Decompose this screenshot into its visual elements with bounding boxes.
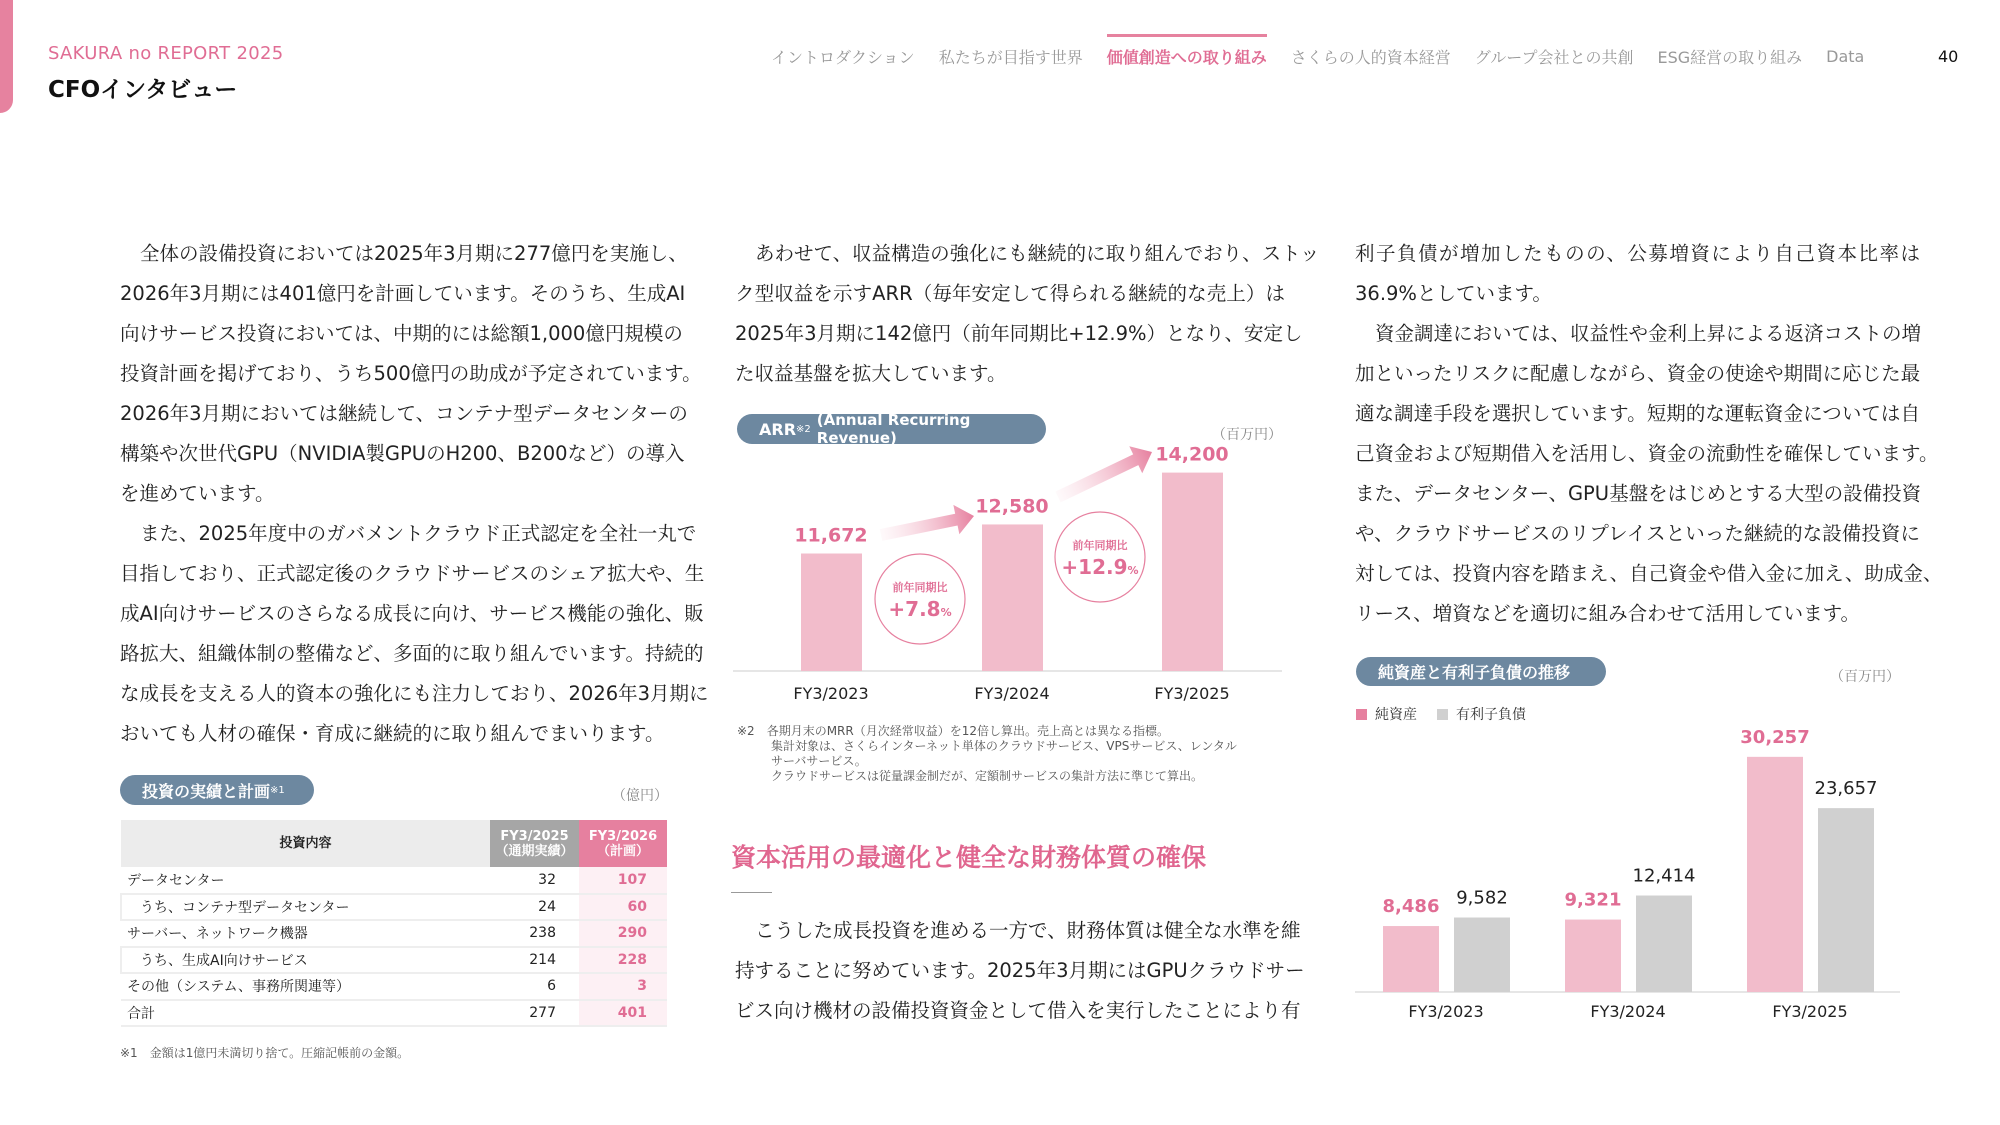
sidebar-accent-bar — [0, 0, 13, 113]
text-line: な成長を支える人的資本の強化にも注力しており、2026年3月期に — [120, 682, 709, 705]
arr-footnote — [737, 724, 1237, 784]
equity-debt-bar-chart — [1340, 700, 1920, 1030]
growth-arrow-icon — [878, 501, 977, 549]
debt-value-label: 23,657 — [1814, 778, 1878, 800]
investment-table-title — [120, 775, 314, 805]
nav-item[interactable]: グループ会社との共創 — [1474, 48, 1634, 67]
text-line: ビス向け機材の設備投資資金として借入を実行したことにより有 — [735, 999, 1301, 1022]
fy2026-value: 107 — [579, 867, 667, 894]
equity-debt-unit: （百万円） — [1830, 669, 1900, 685]
table-row — [121, 1000, 667, 1027]
nav-item[interactable]: さくらの人的資本経営 — [1290, 48, 1451, 67]
fy2026-value: 3 — [579, 973, 667, 1000]
footnote-line: クラウドサービスは従量課金制だが、定額制サービスの集計方法に準じて算出。 — [771, 769, 1204, 783]
category-label: FY3/2024 — [1590, 1002, 1666, 1021]
text-line: 向けサービス投資においては、中期的には総額1,000億円規模の — [120, 322, 683, 345]
arr-title-suffix: (Annual Recurring Revenue) — [816, 411, 971, 447]
growth-label: 前年同期比 — [1072, 539, 1128, 552]
arr-bar — [982, 524, 1043, 671]
nav-item[interactable]: 価値創造への取り組み — [1107, 45, 1267, 68]
text-line: を進めています。 — [120, 482, 275, 505]
table-row — [121, 920, 667, 947]
arr-value-label: 12,580 — [975, 495, 1049, 518]
text-line: 適な調達手段を選択しています。短期的な運転資金については自 — [1355, 402, 1920, 425]
text-line: 2026年3月期には401億円を計画しています。そのうち、生成AI — [120, 282, 686, 305]
category-label: FY3/2025 — [1772, 1002, 1848, 1021]
arr-bar — [1162, 473, 1223, 671]
arr-value-label: 14,200 — [1155, 443, 1229, 466]
arr-category-label: FY3/2024 — [974, 684, 1050, 703]
col-header-item: 投資内容 — [121, 820, 490, 867]
text-line: こうした成長投資を進める一方で、財務体質は健全な水準を維 — [755, 919, 1301, 942]
text-line: ク型収益を示すARR（毎年安定して得られる継続的な売上）は — [735, 282, 1285, 305]
heading-rule — [731, 892, 772, 893]
footnote-line: ※2 各期月末のMRR（月次経常収益）を12倍し算出。売上高とは異なる指標。 — [737, 724, 1169, 738]
col-header-fy2026: FY3/2026 （計画） — [579, 820, 667, 867]
row-label: 合計 — [121, 1000, 490, 1027]
debt-value-label: 12,414 — [1632, 865, 1696, 887]
fy2025-value: 32 — [490, 867, 579, 894]
text-line: 資金調達においては、収益性や金利上昇による返済コストの増 — [1375, 322, 1922, 345]
fy2025-value: 214 — [490, 947, 579, 974]
col-header-fy2025: FY3/2025 （通期実績） — [490, 820, 579, 867]
footnote-ref: ※2 — [796, 423, 811, 435]
text-line: 構築や次世代GPU（NVIDIA製GPUのH200、B200など）の導入 — [120, 442, 685, 465]
right-column-text — [1355, 234, 1943, 634]
arr-category-label: FY3/2023 — [793, 684, 869, 703]
nav-item[interactable]: イントロダクション — [771, 48, 915, 67]
investment-table-title-text: 投資の実績と計画 — [142, 781, 271, 801]
debt-bar — [1636, 896, 1692, 992]
growth-value: +7.8% — [888, 597, 952, 621]
text-line: 投資計画を掲げており、うち500億円の助成が予定されています。 — [120, 362, 702, 385]
page-title: CFOインタビュー — [48, 77, 238, 103]
text-line: 2026年3月期においては継続して、コンテナ型データセンターの — [120, 402, 688, 425]
fy2026-value: 228 — [579, 947, 667, 974]
arr-category-label: FY3/2025 — [1154, 684, 1230, 703]
nav-item[interactable]: ESG経営の取り組み — [1657, 48, 1803, 67]
middle-column-text — [735, 234, 1320, 394]
equity-bar — [1383, 926, 1439, 992]
middle-column-text-2 — [735, 911, 1305, 1031]
table-footnote: ※1 金額は1億円未満切り捨て。圧縮記帳前の金額。 — [120, 1046, 410, 1060]
debt-bar — [1454, 918, 1510, 992]
table-row — [121, 894, 667, 921]
equity-bar — [1565, 920, 1621, 992]
footnote-ref: ※1 — [270, 784, 285, 796]
row-label: その他（システム、事務所関連等） — [121, 973, 490, 1000]
equity-value-label: 9,321 — [1564, 889, 1622, 911]
growth-value: +12.9% — [1061, 555, 1139, 579]
equity-debt-chart-title: 純資産と有利子負債の推移 — [1356, 657, 1606, 686]
text-line: 目指しており、正式認定後のクラウドサービスのシェア拡大や、生 — [120, 562, 705, 585]
report-title: SAKURA no REPORT 2025 — [48, 43, 284, 64]
text-line: 利子負債が増加したものの、公募増資により自己資本比率は — [1355, 242, 1920, 265]
footnote-line: サーバサービス。 — [771, 754, 867, 768]
arr-bar-chart — [720, 440, 1300, 720]
row-label: うち、生成AI向けサービス — [121, 947, 490, 974]
fy2025-value: 238 — [490, 920, 579, 947]
fy2026-value: 60 — [579, 894, 667, 921]
text-line: 加といったリスクに配慮しながら、資金の使途や期間に応じた最 — [1355, 362, 1921, 385]
growth-label: 前年同期比 — [892, 581, 948, 594]
debt-bar — [1818, 808, 1874, 992]
text-line: た収益基盤を拡大しています。 — [735, 362, 1007, 385]
table-row — [121, 947, 667, 974]
text-line: リース、増資などを適切に組み合わせて活用しています。 — [1355, 602, 1861, 625]
investment-table — [120, 820, 667, 1027]
text-line: 36.9%としています。 — [1355, 282, 1552, 305]
nav-item[interactable]: Data — [1826, 47, 1865, 66]
row-label: サーバー、ネットワーク機器 — [121, 920, 490, 947]
table-row — [121, 973, 667, 1000]
growth-arrow-icon — [1052, 440, 1159, 511]
equity-value-label: 30,257 — [1740, 726, 1810, 748]
text-line: 対しては、投資内容を踏まえ、自己資金や借入金に加え、助成金、 — [1355, 562, 1943, 585]
fy2025-value: 277 — [490, 1000, 579, 1027]
text-line: おいても人材の確保・育成に継続的に取り組んでまいります。 — [120, 722, 665, 745]
text-line: 2025年3月期に142億円（前年同期比+12.9%）となり、安定し — [735, 322, 1303, 345]
page-number: 40 — [1938, 47, 1959, 66]
text-line: 成AI向けサービスのさらなる成長に向け、サービス機能の強化、販 — [120, 602, 704, 625]
nav-item[interactable]: 私たちが目指す世界 — [938, 48, 1083, 67]
fy2025-value: 24 — [490, 894, 579, 921]
text-line: 持することに努めています。2025年3月期にはGPUクラウドサー — [735, 959, 1305, 982]
table-unit: （億円） — [612, 788, 668, 804]
text-line: 己資金および短期借入を活用し、資金の流動性を確保しています。 — [1355, 442, 1939, 465]
table-row — [121, 867, 667, 894]
section-nav — [771, 45, 1864, 68]
equity-bar — [1747, 757, 1803, 992]
legend-item-equity: 純資産 — [1356, 704, 1417, 724]
category-label: FY3/2023 — [1408, 1002, 1484, 1021]
text-line: や、クラウドサービスのリプレイスといった継続的な設備投資に — [1355, 522, 1920, 545]
fy2026-value: 290 — [579, 920, 667, 947]
equity-value-label: 8,486 — [1382, 896, 1440, 918]
legend-item-debt: 有利子負債 — [1437, 704, 1526, 724]
text-line: 全体の設備投資においては2025年3月期に277億円を実施し、 — [140, 242, 688, 265]
arr-unit: （百万円） — [1212, 427, 1282, 443]
debt-value-label: 9,582 — [1456, 887, 1508, 909]
fy2026-value: 401 — [579, 1000, 667, 1027]
text-line: また、データセンター、GPU基盤をはじめとする大型の設備投資 — [1355, 482, 1922, 505]
row-label: データセンター — [121, 867, 490, 894]
footnote-line: 集計対象は、さくらインターネット単体のクラウドサービス、VPSサービス、レンタル — [771, 739, 1237, 753]
row-label: うち、コンテナ型データセンター — [121, 894, 490, 921]
arr-bar — [801, 553, 862, 671]
fy2025-value: 6 — [490, 973, 579, 1000]
arr-title-text: ARR — [759, 419, 797, 439]
section-heading: 資本活用の最適化と健全な財務体質の確保 — [731, 843, 1207, 872]
left-column-text — [120, 234, 709, 754]
text-line: また、2025年度中のガバメントクラウド正式認定を全社一丸で — [140, 522, 697, 545]
text-line: あわせて、収益構造の強化にも継続的に取り組んでおり、ストッ — [755, 242, 1320, 265]
arr-value-label: 11,672 — [794, 524, 868, 547]
text-line: 路拡大、組織体制の整備など、多面的に取り組んでいます。持続的 — [120, 642, 704, 665]
